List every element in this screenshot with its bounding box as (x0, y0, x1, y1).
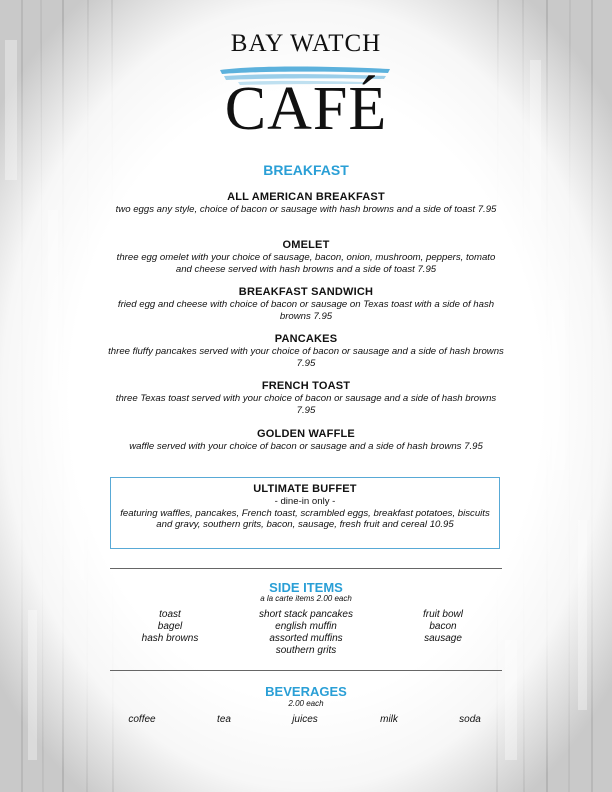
logo-bay-watch: BAY WATCH (230, 30, 382, 57)
buffet-description: featuring waffles, pancakes, French toast, scrambled eggs, breakfast potatoes, biscuits and gravy, southern grits, bacon, sausage, fresh fruit and cereal 10.95 (120, 507, 490, 530)
item-name: GOLDEN WAFFLE (257, 428, 355, 440)
logo-cafe: CAFÉ (224, 75, 388, 143)
beverage-item: tea (217, 714, 231, 725)
buffet-name: ULTIMATE BUFFET (253, 483, 357, 495)
divider (110, 568, 502, 569)
item-description: three Texas toast served with your choice of bacon or sausage and a side of hash browns 7.95 (115, 393, 497, 416)
section-title-beverages: BEVERAGES (265, 684, 347, 699)
side-item: southern grits (275, 645, 337, 656)
side-item: english muffin (275, 621, 337, 632)
item-description: waffle served with your choice of bacon or sausage and a side of hash browns 7.95 (129, 441, 483, 452)
side-items-column-3 (368, 609, 518, 645)
item-description: three fluffy pancakes served with your choice of bacon or sausage and a side of hash browns 7.95 (108, 346, 504, 369)
item-name: OMELET (282, 239, 330, 251)
section-title-breakfast: BREAKFAST (263, 162, 349, 178)
beverage-item: coffee (128, 714, 156, 725)
beverages-caption: 2.00 each (288, 699, 324, 708)
side-item: bagel (157, 621, 183, 632)
item-name: BREAKFAST SANDWICH (238, 286, 374, 298)
beverage-item: juices (292, 714, 318, 725)
side-item: short stack pancakes (259, 609, 353, 620)
beverage-item: milk (380, 714, 398, 725)
side-item: hash browns (141, 633, 199, 644)
menu-item (108, 332, 504, 369)
side-item: sausage (424, 633, 462, 644)
side-item: toast (159, 609, 181, 620)
item-description: two eggs any style, choice of bacon or sausage with hash browns and a side of toast 7.95 (115, 204, 497, 215)
item-name: ALL AMERICAN BREAKFAST (227, 191, 385, 203)
item-description: fried egg and cheese with choice of bacon or sausage on Texas toast with a side of hash browns 7.95 (117, 299, 495, 322)
menu-item (108, 427, 504, 453)
menu-item (108, 190, 504, 216)
beverage-item: soda (459, 714, 481, 725)
section-title-side-items: SIDE ITEMS (269, 580, 343, 595)
item-name: FRENCH TOAST (261, 380, 351, 392)
side-items-caption: a la carte items 2.00 each (260, 594, 352, 603)
menu-item (108, 379, 504, 416)
side-items-column-1 (95, 609, 245, 645)
menu-item (108, 238, 504, 275)
side-item: bacon (429, 621, 457, 632)
menu-item (108, 285, 504, 322)
item-name: PANCAKES (274, 333, 338, 345)
buffet-note: - dine-in only - (274, 496, 336, 507)
divider (110, 670, 502, 671)
item-description: three egg omelet with your choice of sausage, bacon, onion, mushroom, peppers, tomato and cheese served with hash browns and a side of toast 7.95 (116, 252, 496, 275)
buffet-box (110, 477, 500, 549)
side-item: assorted muffins (269, 633, 343, 644)
side-item: fruit bowl (422, 609, 463, 620)
side-items-column-2 (231, 609, 381, 657)
